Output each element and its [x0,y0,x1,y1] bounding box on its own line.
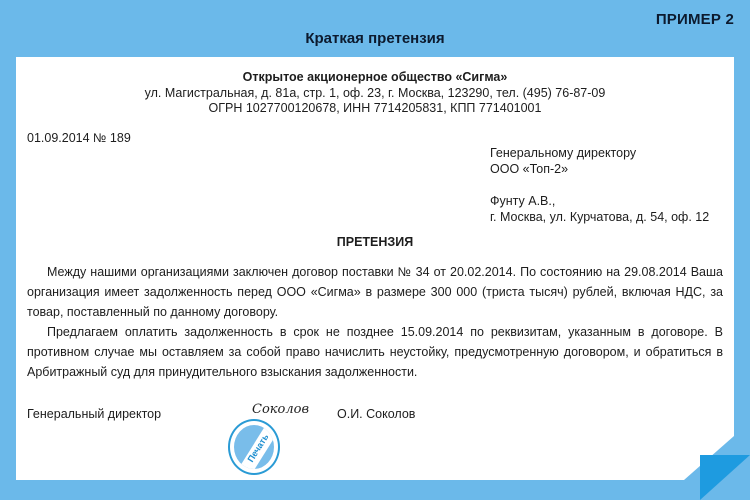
document-body [27,262,723,382]
addressee-line: Фунту А.В., [490,194,556,208]
stamp-label: Печать [245,432,271,464]
example-tag: ПРИМЕР 2 [655,11,734,28]
body-paragraph: Между нашими организациями заключен договор поставки № 34 от 20.02.2014. По состоянию на 29.08.2014 Ваша организация имеет задолженность перед ООО «Сигма» в размере 300 000 (триста тысяч) рублей, включая НДС, за товар, поставленный по данному договору. [27,265,723,319]
signer-name: О.И. Соколов [337,407,416,421]
company-registration: ОГРН 1027700120678, ИНН 7714205831, КПП 771401001 [208,101,542,115]
company-name: Открытое акционерное общество «Сигма» [242,70,508,84]
outgoing-date-number: 01.09.2014 № 189 [27,131,131,145]
addressee-line: г. Москва, ул. Курчатова, д. 54, оф. 12 [490,210,710,224]
body-paragraph: Предлагаем оплатить задолженность в срок не позднее 15.09.2014 по реквизитам, указанным в договоре. В противном случае мы оставляем за собой право начислить неустойку, предусмотренную договором, и обратиться в Арбитражный суд для принудительного взыскания задолженности. [27,325,723,379]
company-address: ул. Магистральная, д. 81а, стр. 1, оф. 23, г. Москва, 123290, тел. (495) 76-87-09 [144,85,606,100]
handwritten-signature: Соколов [252,402,310,417]
addressee-line: ООО «Топ-2» [490,162,569,176]
stamp-icon [228,419,280,475]
letter-paper [16,57,734,480]
document-heading: ПРЕТЕНЗИЯ [336,235,414,249]
page-fold-icon [700,455,750,500]
addressee-block [490,145,709,225]
letterhead [16,70,734,117]
signer-position: Генеральный директор [27,407,162,421]
page-title: Краткая претензия [305,30,445,47]
addressee-line: Генеральному директору [490,146,637,160]
